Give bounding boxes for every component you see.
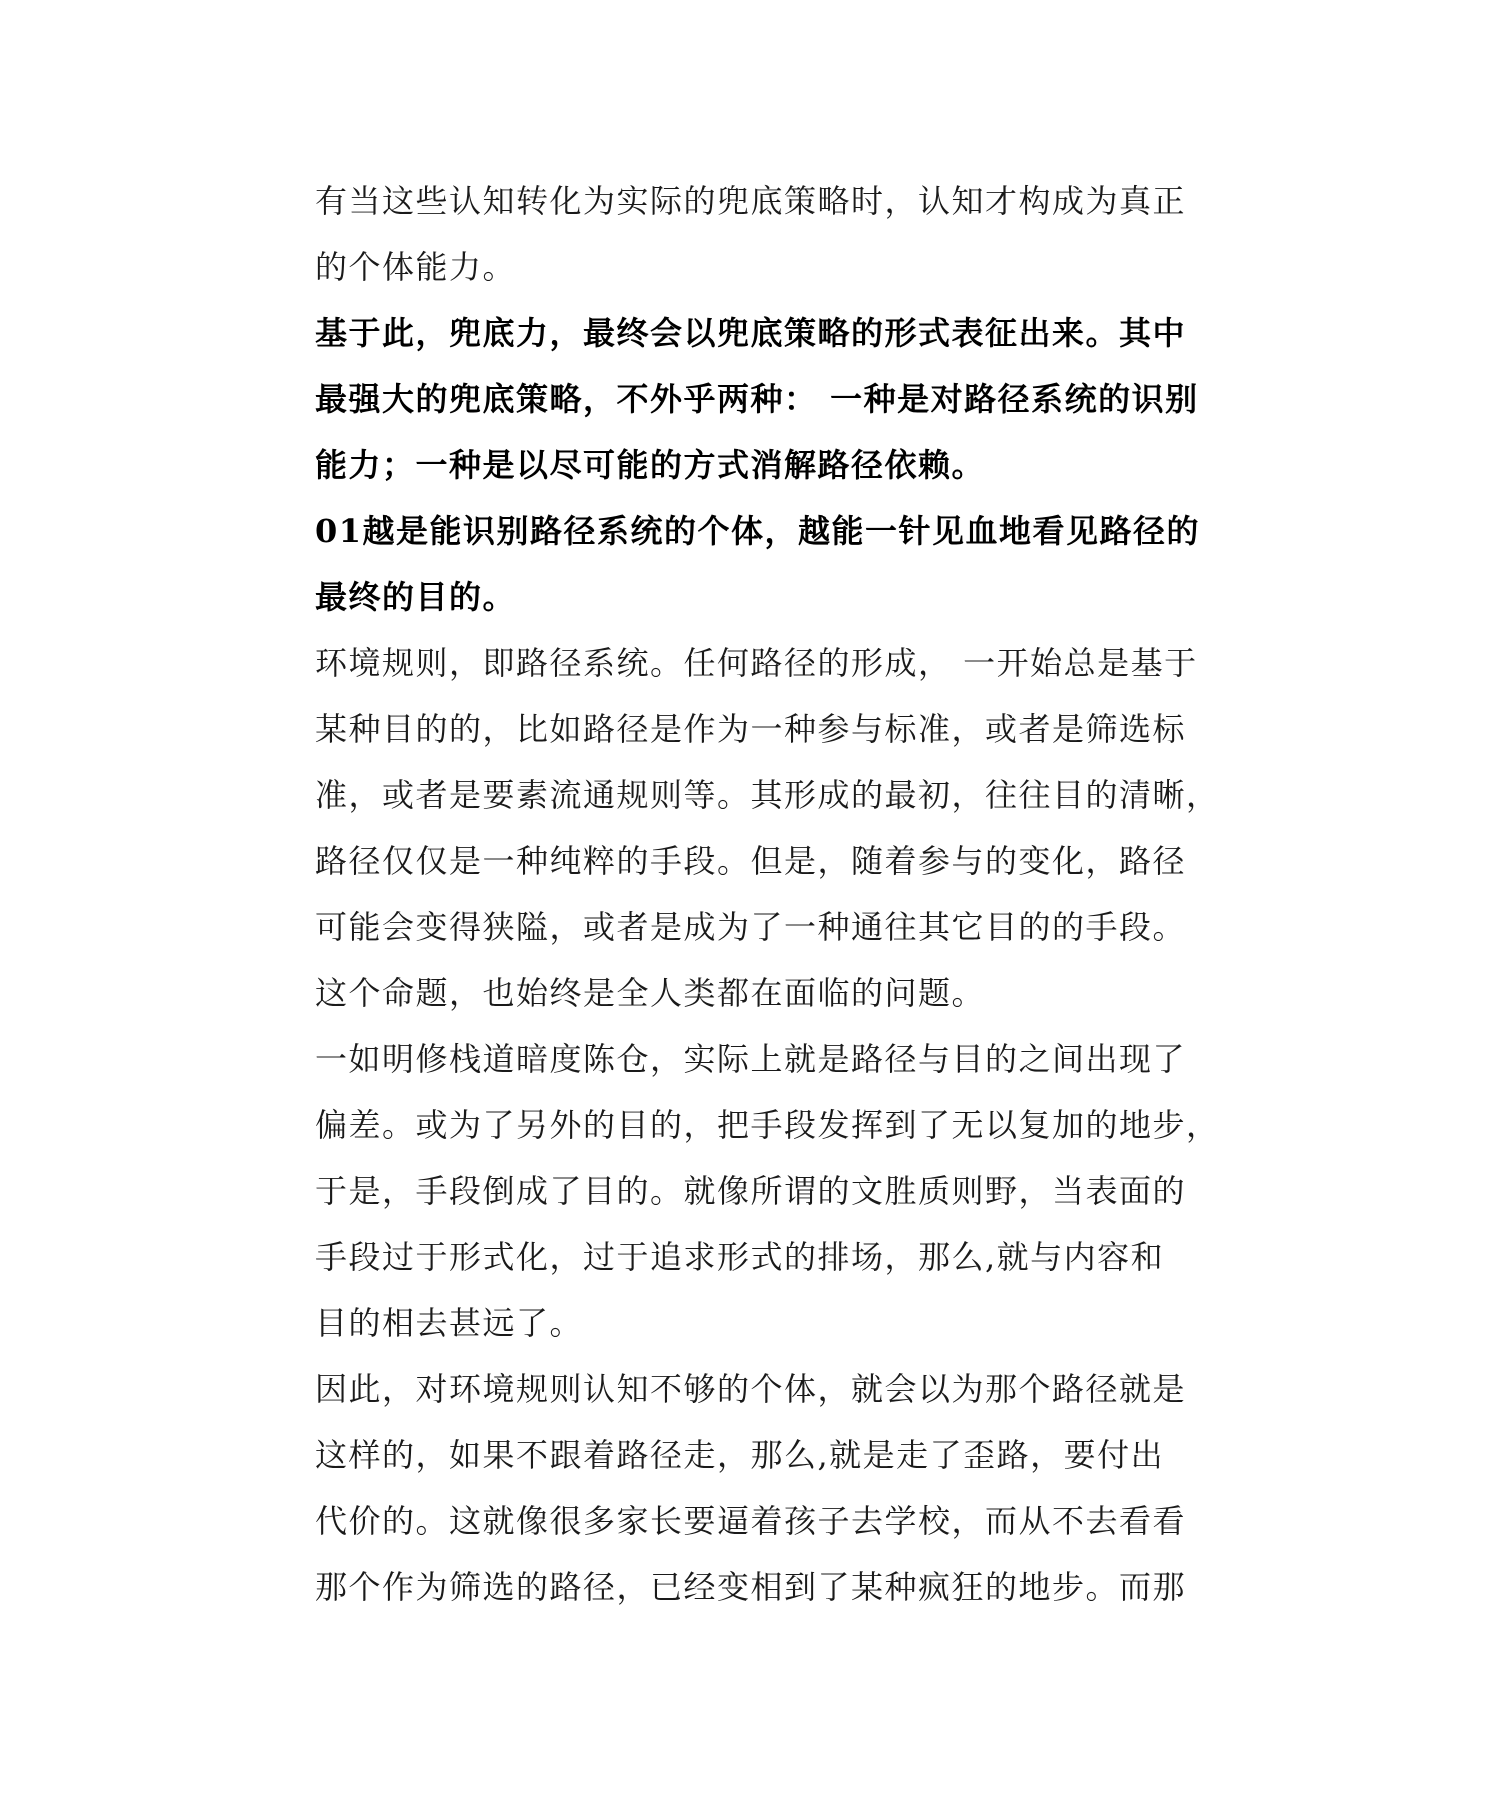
text-line: 环境规则，即路径系统。任何路径的形成， 一开始总是基于	[315, 644, 1198, 682]
text-line: 那个作为筛选的路径，已经变相到了某种疯狂的地步。而那	[315, 1568, 1187, 1606]
text-line: 于是，手段倒成了目的。就像所谓的文胜质则野，当表面的	[315, 1172, 1187, 1210]
document-body	[315, 168, 1220, 1620]
text-line: 路径仅仅是一种纯粹的手段。但是，随着参与的变化，路径	[315, 842, 1187, 880]
text-line: 一如明修栈道暗度陈仓，实际上就是路径与目的之间出现了	[315, 1040, 1187, 1078]
section-heading-line: 01越是能识别路径系统的个体，越能一针见血地看见路径的	[315, 512, 1201, 550]
bold-text-line: 能力；一种是以尽可能的方式消解路径依赖。	[315, 446, 986, 484]
bold-text-line: 基于此，兜底力，最终会以兜底策略的形式表征出来。其中	[315, 314, 1187, 352]
bold-text-line: 最强大的兜底策略，不外乎两种： 一种是对路径系统的识别	[315, 380, 1199, 418]
text-line: 因此，对环境规则认知不够的个体，就会以为那个路径就是	[315, 1370, 1187, 1408]
text-line: 准，或者是要素流通规则等。其形成的最初，往往目的清晰，	[315, 776, 1220, 814]
text-line: 可能会变得狭隘，或者是成为了一种通往其它目的的手段。	[315, 908, 1187, 946]
text-line: 代价的。这就像很多家长要逼着孩子去学校，而从不去看看	[315, 1502, 1187, 1540]
text-line: 这样的，如果不跟着路径走，那么,就是走了歪路，要付出	[315, 1436, 1165, 1474]
text-line: 有当这些认知转化为实际的兜底策略时，认知才构成为真正	[315, 182, 1187, 220]
text-line: 手段过于形式化，过于追求形式的排场，那么,就与内容和	[315, 1238, 1165, 1276]
section-heading-line: 最终的目的。	[315, 578, 517, 616]
text-line: 的个体能力。	[315, 248, 517, 286]
text-line: 目的相去甚远了。	[315, 1304, 584, 1342]
text-line: 偏差。或为了另外的目的，把手段发挥到了无以复加的地步，	[315, 1106, 1220, 1144]
text-line: 这个命题，也始终是全人类都在面临的问题。	[315, 974, 986, 1012]
text-line: 某种目的的，比如路径是作为一种参与标准，或者是筛选标	[315, 710, 1187, 748]
